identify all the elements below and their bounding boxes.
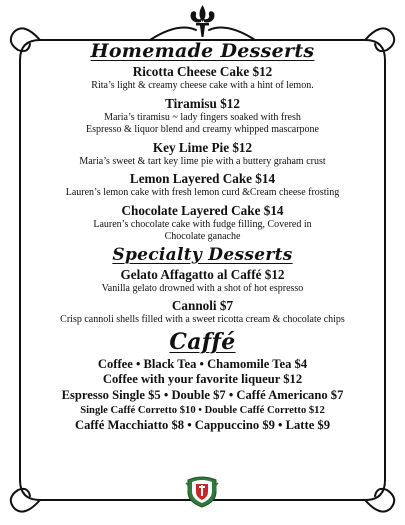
menu-item — [30, 203, 375, 244]
section-title-specialty-desserts: Specialty Desserts — [112, 244, 293, 265]
caffe-price-line: Coffee with your favorite liqueur $12 — [102, 372, 303, 387]
menu-item — [30, 298, 375, 327]
item-description: Vanilla gelato drowned with a shot of hot espresso — [101, 282, 304, 294]
menu-item — [30, 171, 375, 200]
fleur-de-lis-ornament-icon — [186, 4, 219, 38]
caffe-price-line: Espresso Single $5 • Double $7 • Caffé Americano $7 — [61, 388, 344, 403]
section-title-homemade-desserts: Homemade Desserts — [90, 40, 315, 62]
caffe-price-line: Caffé Macchiatto $8 • Cappuccino $9 • Latte $9 — [74, 417, 331, 432]
item-name: Gelato Affagatto al Caffé $12 — [120, 266, 285, 282]
item-name: Ricotta Cheese Cake $12 — [132, 64, 273, 79]
menu-item — [30, 96, 375, 137]
item-description: Rita’s light & creamy cheese cake with a hint of lemon. — [91, 80, 314, 91]
item-description: Maria’s tiramisu ~ lady fingers soaked with fresh Espresso & liquor blend and creamy whipped mascarpone — [86, 111, 319, 135]
crest-logo-icon — [185, 472, 219, 508]
caffe-price-line: Coffee • Black Tea • Chamomile Tea $4 — [97, 356, 308, 371]
menu-content — [30, 36, 375, 434]
item-description: Maria’s sweet & tart key lime pie with a buttery graham crust — [79, 155, 326, 167]
item-name: Key Lime Pie $12 — [152, 139, 253, 155]
item-name: Cannoli $7 — [171, 298, 234, 313]
item-name: Chocolate Layered Cake $14 — [121, 202, 284, 218]
item-description: Lauren’s lemon cake with fresh lemon curd &Cream cheese frosting — [65, 187, 340, 198]
item-name: Lemon Layered Cake $14 — [129, 171, 276, 186]
menu-item — [30, 140, 375, 169]
item-description: Lauren’s chocolate cake with fudge filling, Covered in Chocolate ganache — [93, 218, 312, 242]
item-description: Crisp cannoli shells filled with a sweet ricotta cream & chocolate chips — [60, 314, 345, 325]
menu-item — [30, 64, 375, 93]
menu-item — [30, 267, 375, 296]
caffe-price-line: Single Caffé Corretto $10 • Double Caffé Corretto $12 — [80, 404, 325, 416]
item-name: Tiramisu $12 — [165, 95, 240, 111]
section-title-caffe: Caffé — [169, 328, 236, 355]
